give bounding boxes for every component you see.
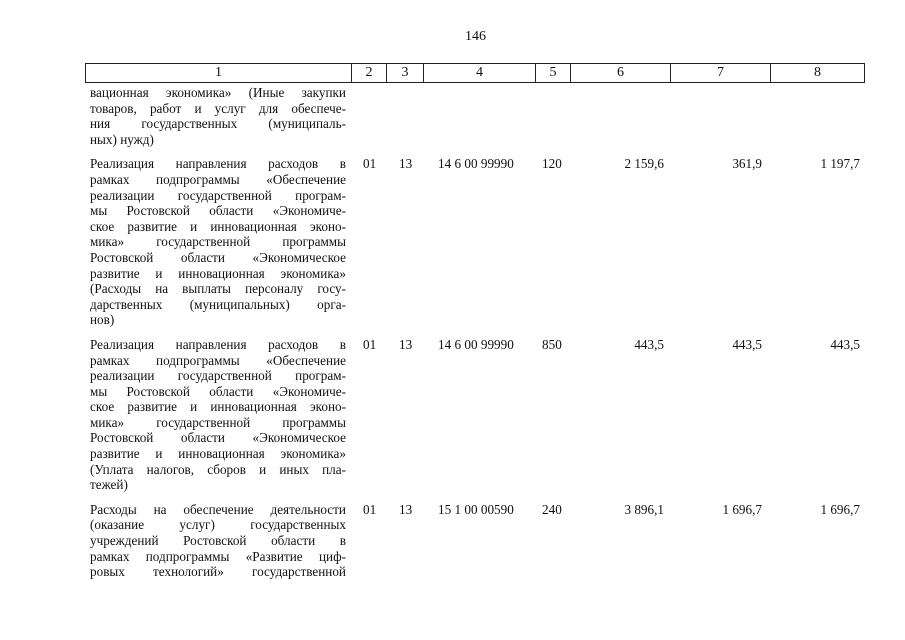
row-description xyxy=(90,337,346,493)
description-line: мика» государственной программы xyxy=(90,414,346,430)
description-line: рамках подпрограммы «Развитие циф- xyxy=(90,548,346,564)
description-line: Реализация направления расходов в xyxy=(90,156,346,172)
podrazdel-cell: 13 xyxy=(399,156,413,172)
amount-col6-cell: 2 159,6 xyxy=(624,156,664,172)
header-col-3: 3 xyxy=(387,64,424,82)
podrazdel-cell: 13 xyxy=(399,336,413,352)
expense-type-cell: 850 xyxy=(542,336,562,352)
expense-type-cell: 120 xyxy=(542,156,562,172)
description-line: нов) xyxy=(90,312,115,328)
page-number: 146 xyxy=(465,29,486,44)
amount-col7-cell: 443,5 xyxy=(732,336,762,352)
header-col-6: 6 xyxy=(571,64,671,82)
description-line: мика» государственной программы xyxy=(90,234,346,250)
header-col-5: 5 xyxy=(536,64,571,82)
description-line: (Уплата налогов, сборов и иных пла- xyxy=(90,461,346,477)
table-row xyxy=(85,337,865,493)
description-line: учреждений Ростовской области в xyxy=(90,533,346,549)
row-description xyxy=(90,156,346,328)
header-col-8: 8 xyxy=(814,65,821,80)
description-line: реализации государственной програм- xyxy=(90,368,346,384)
description-line: развитие и инновационная экономика» xyxy=(90,265,346,281)
description-line: мы Ростовской области «Экономиче- xyxy=(90,203,346,219)
amount-col7-cell: 1 696,7 xyxy=(722,501,762,517)
description-line: тежей) xyxy=(90,477,128,493)
razdel-cell: 01 xyxy=(363,336,377,352)
amount-col6-cell: 443,5 xyxy=(634,336,664,352)
description-line: развитие и инновационная экономика» xyxy=(90,446,346,462)
table-header-row xyxy=(85,63,865,83)
header-col-7: 7 xyxy=(671,64,771,82)
target-article-cell: 14 6 00 99990 xyxy=(438,156,514,172)
amount-col8-cell: 1 696,7 xyxy=(820,501,860,517)
header-col-2: 2 xyxy=(352,64,387,82)
row-description xyxy=(90,85,346,147)
description-line: Ростовской области «Экономическое xyxy=(90,430,346,446)
description-line: ния государственных (муниципаль- xyxy=(90,116,346,132)
amount-col7-cell: 361,9 xyxy=(732,156,762,172)
description-line: Реализация направления расходов в xyxy=(90,336,346,352)
description-line: дарственных (муниципальных) орга- xyxy=(90,296,346,312)
description-line: ское развитие и инновационная эконо- xyxy=(90,218,346,234)
description-line: ных) нужд) xyxy=(90,131,154,147)
amount-col6-cell: 3 896,1 xyxy=(624,501,664,517)
description-line: Ростовской области «Экономическое xyxy=(90,249,346,265)
description-line: ровых технологий» государственной xyxy=(90,564,346,580)
target-article-cell: 14 6 00 99990 xyxy=(438,336,514,352)
description-line: рамках подпрограммы «Обеспечение xyxy=(90,352,346,368)
description-line: вационная экономика» (Иные закупки xyxy=(90,85,346,100)
amount-col8-cell: 443,5 xyxy=(830,336,860,352)
description-line: мы Ростовской области «Экономиче- xyxy=(90,383,346,399)
podrazdel-cell: 13 xyxy=(399,501,413,517)
description-line: ское развитие и инновационная эконо- xyxy=(90,399,346,415)
description-line: товаров, работ и услуг для обеспече- xyxy=(90,100,346,116)
razdel-cell: 01 xyxy=(363,501,377,517)
header-col-4: 4 xyxy=(424,64,536,82)
target-article-cell: 15 1 00 00590 xyxy=(438,501,514,517)
description-line: Расходы на обеспечение деятельности xyxy=(90,501,346,517)
table-row xyxy=(85,85,865,147)
razdel-cell: 01 xyxy=(363,156,377,172)
amount-col8-cell: 1 197,7 xyxy=(820,156,860,172)
row-description xyxy=(90,502,346,580)
description-line: (оказание услуг) государственных xyxy=(90,517,346,533)
header-col-1: 1 xyxy=(86,64,352,82)
description-line: рамках подпрограммы «Обеспечение xyxy=(90,171,346,187)
description-line: реализации государственной програм- xyxy=(90,187,346,203)
description-line: (Расходы на выплаты персоналу госу- xyxy=(90,281,346,297)
table-body xyxy=(85,85,865,589)
table-row xyxy=(85,502,865,580)
expense-type-cell: 240 xyxy=(542,501,562,517)
table-row xyxy=(85,156,865,328)
